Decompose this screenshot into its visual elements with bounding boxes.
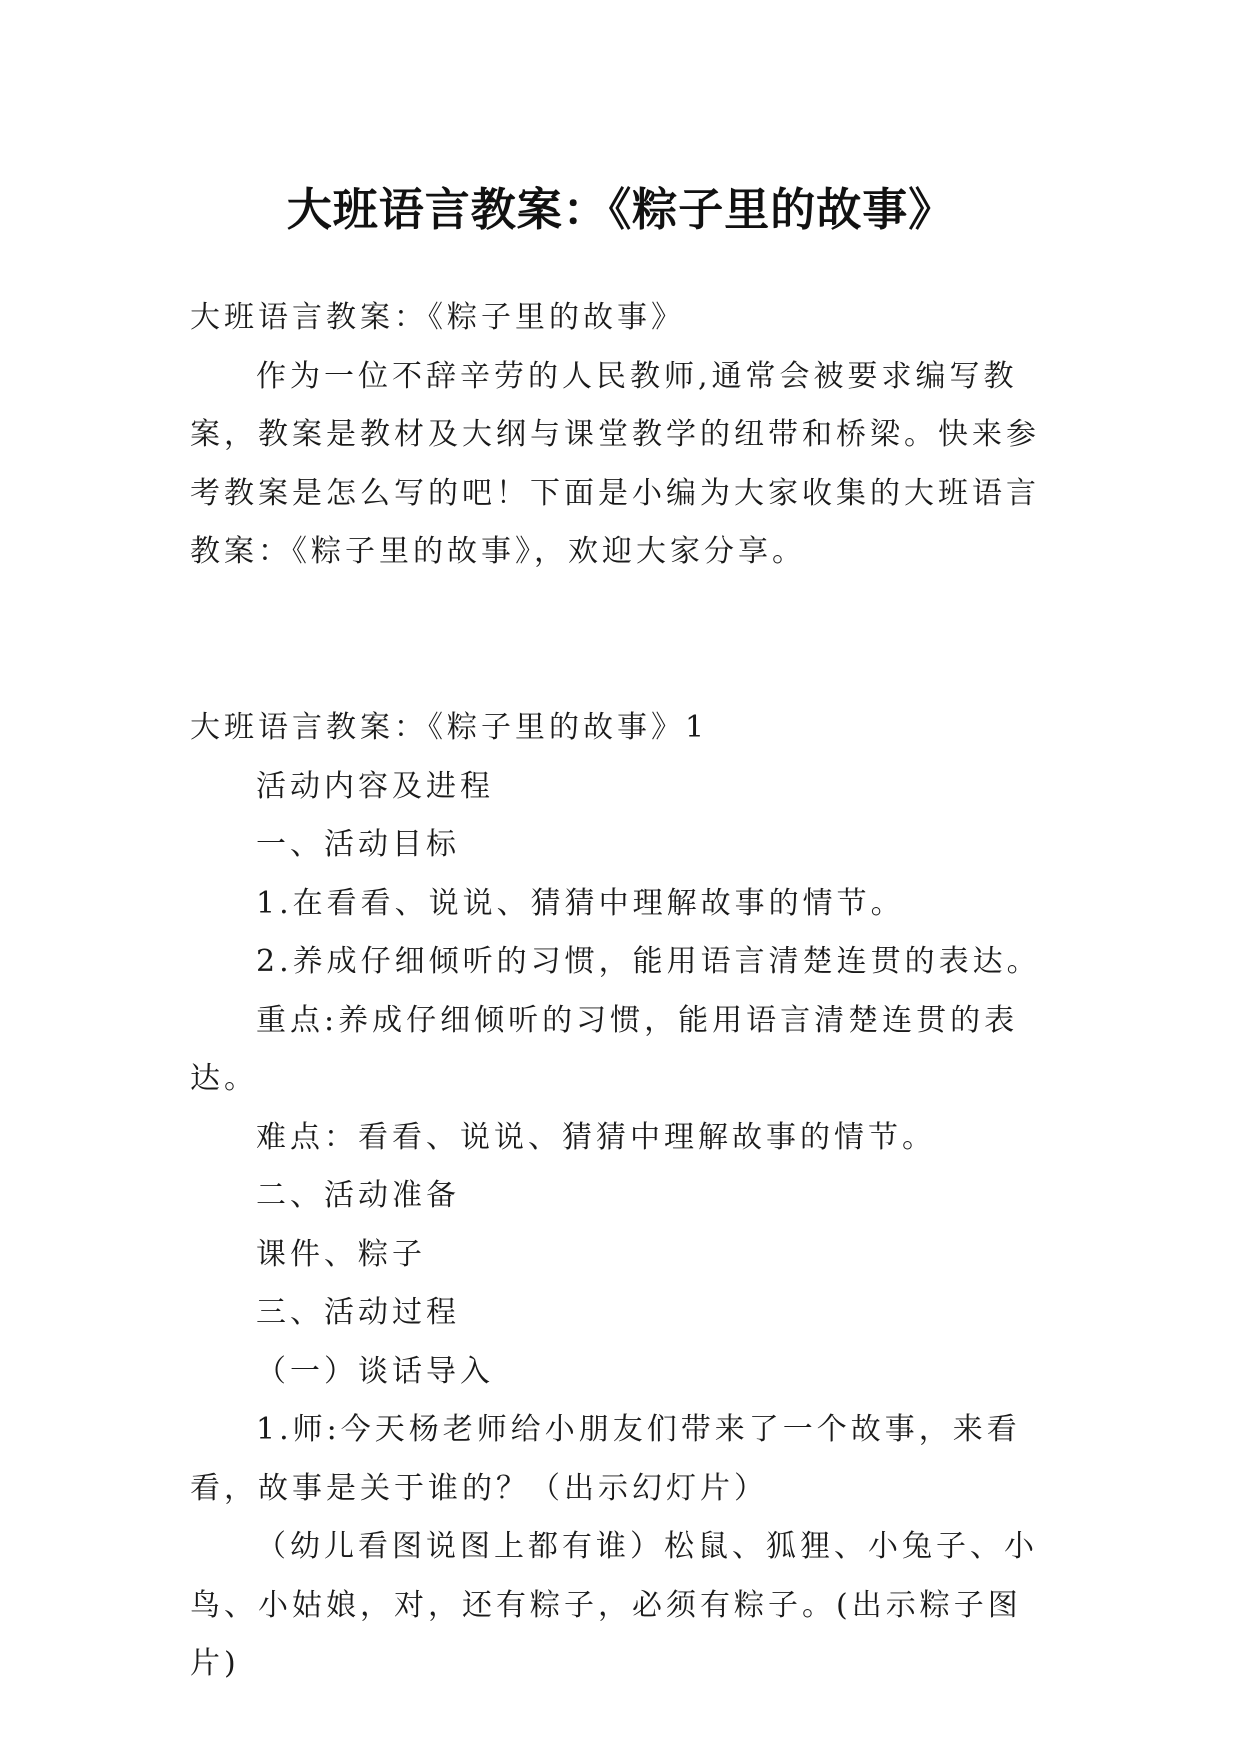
section-line: （一）谈话导入	[256, 1353, 494, 1389]
lesson-section-1	[190, 699, 1060, 1694]
section-line: 二、活动准备	[256, 1178, 460, 1213]
section-line: 2.养成仔细倾听的习惯，能用语言清楚连贯的表达。	[256, 944, 1041, 979]
section-line: 活动内容及进程	[256, 768, 494, 804]
section-line: 一、活动目标	[256, 827, 460, 862]
section-line: 1.师:今天杨老师给小朋友们带来了一个故事，来看看，故事是关于谁的？（出示幻灯片）	[190, 1412, 1021, 1506]
section-heading: 大班语言教案：《粽子里的故事》1	[190, 710, 709, 745]
section-line: 1.在看看、说说、猜猜中理解故事的情节。	[256, 885, 905, 921]
section-line: 课件、粽子	[256, 1236, 426, 1272]
intro-paragraph: 作为一位不辞辛劳的人民教师,通常会被要求编写教案，教案是教材及大纲与课堂教学的纽带和桥梁。快来参考教案是怎么写的吧！下面是小编为大家收集的大班语言教案：《粽子里的故事》，欢迎大家分享。	[190, 358, 1040, 569]
section-line: 难点：看看、说说、猜猜中理解故事的情节。	[256, 1119, 936, 1155]
intro-section	[190, 289, 1060, 582]
section-line: 三、活动过程	[256, 1295, 460, 1330]
document-title: 大班语言教案：《粽子里的故事》	[286, 183, 955, 237]
section-line: （幼儿看图说图上都有谁）松鼠、狐狸、小兔子、小鸟、小姑娘，对，还有粽子，必须有粽子。(出示粽子图片)	[190, 1529, 1038, 1681]
section-line: 重点:养成仔细倾听的习惯，能用语言清楚连贯的表达。	[190, 1002, 1019, 1096]
intro-subtitle: 大班语言教案：《粽子里的故事》	[190, 300, 685, 335]
